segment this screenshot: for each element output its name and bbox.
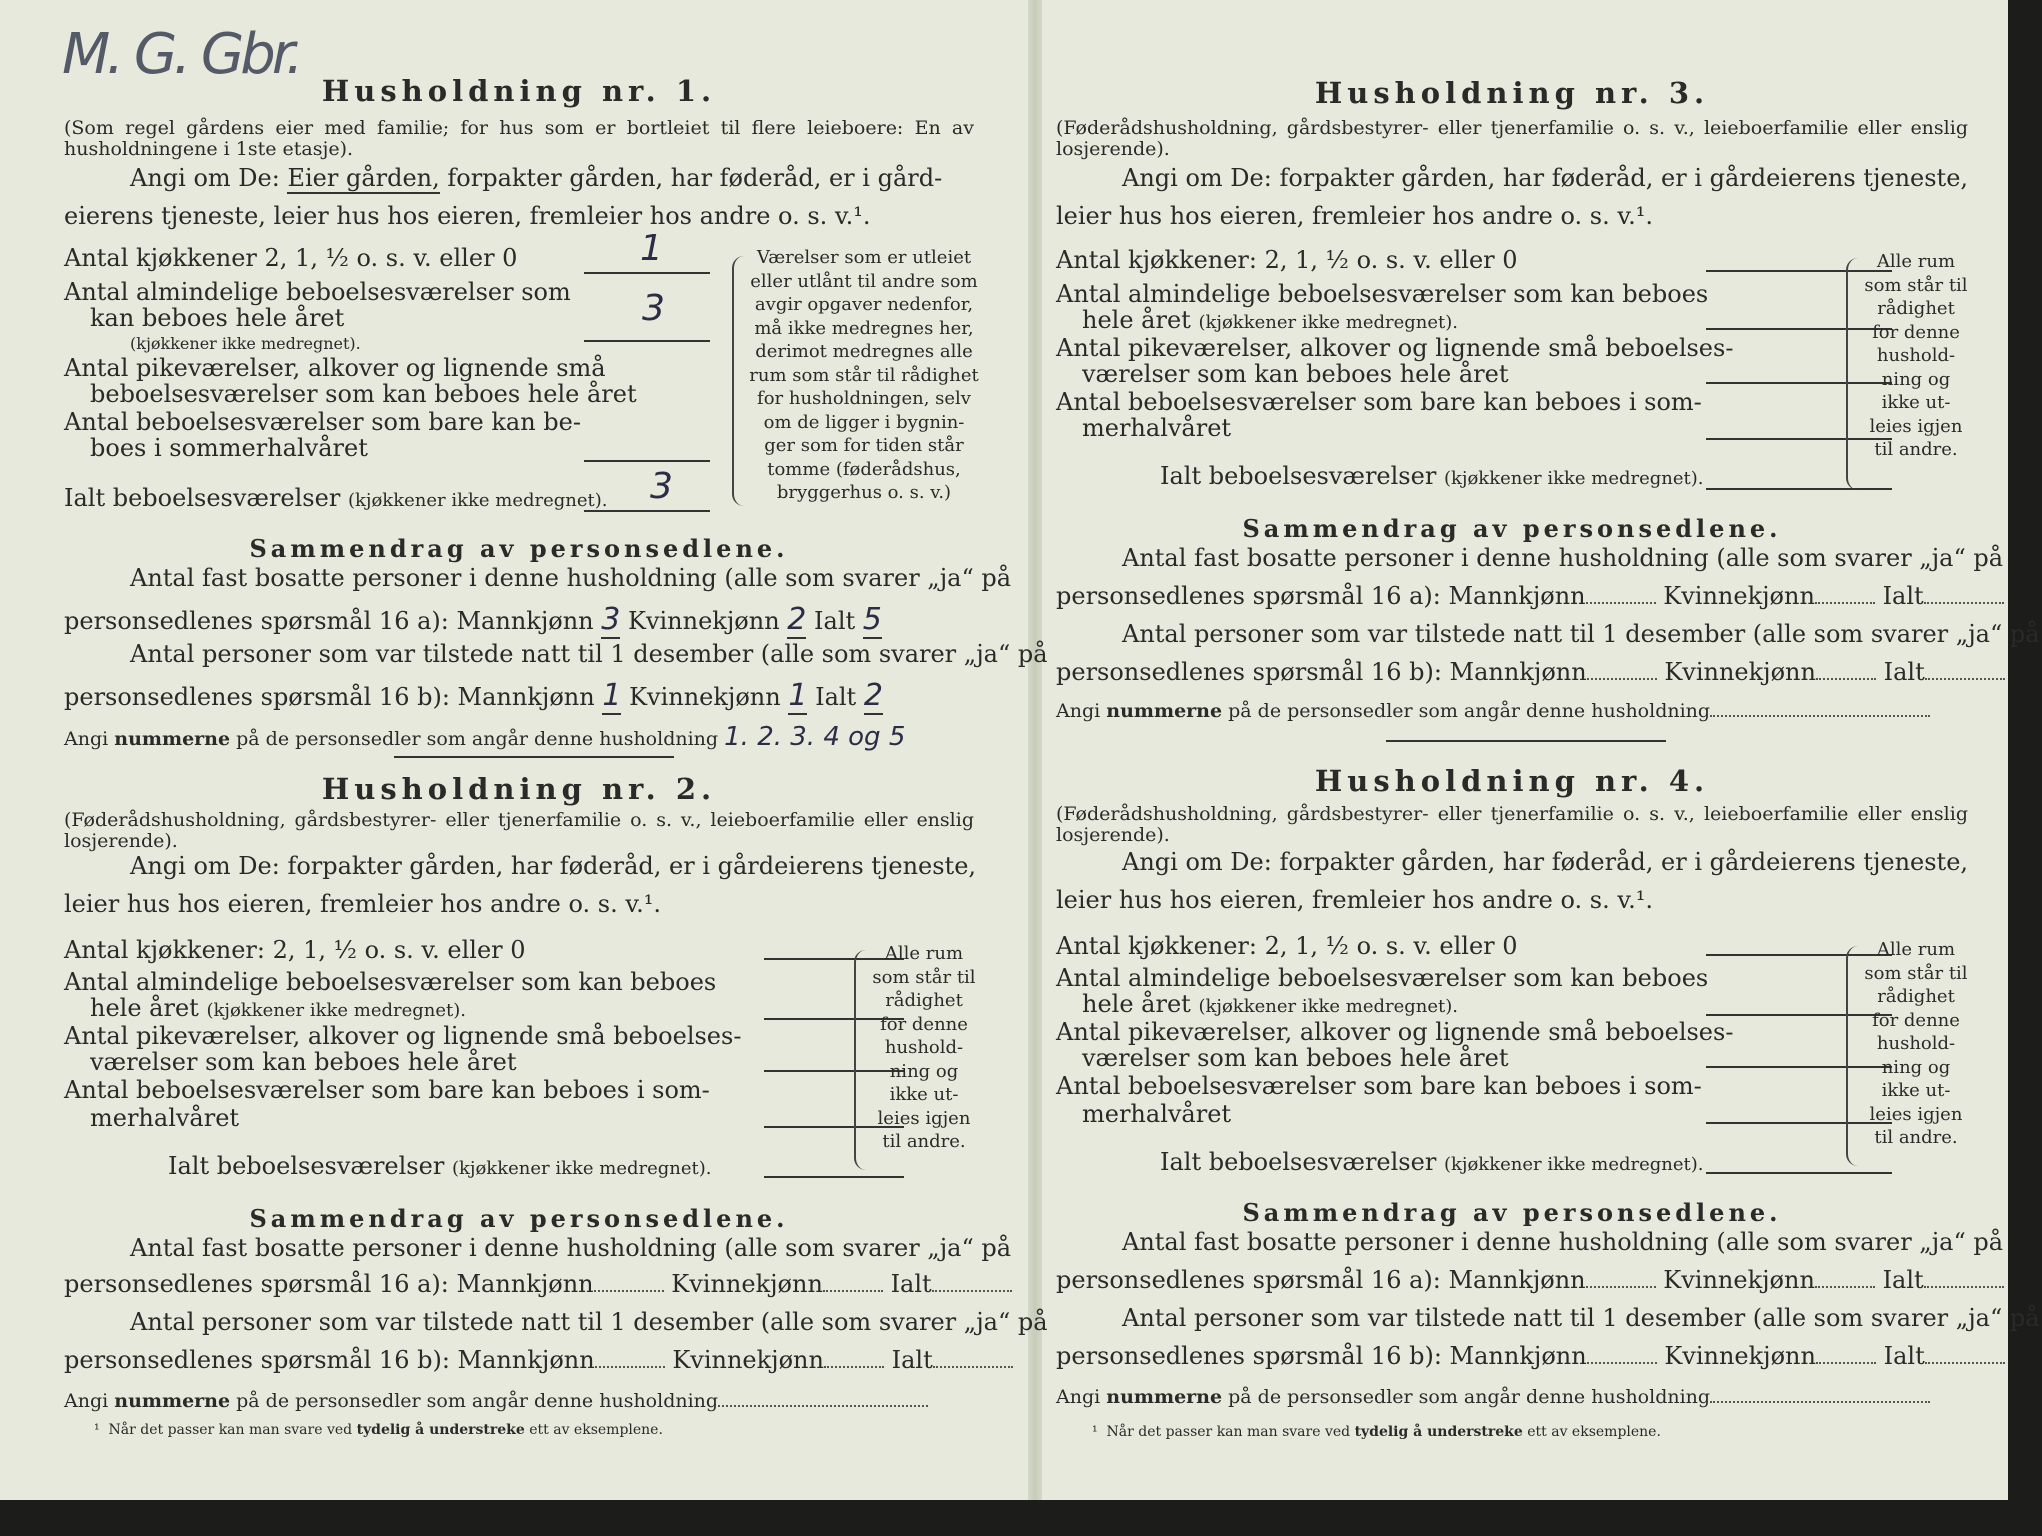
h4-pike-2: værelser som kan beboes hele året xyxy=(1082,1044,1509,1072)
h1-pike-1: Antal pikeværelser, alkover og lignende små xyxy=(64,354,606,382)
h1-mann-16b: 1 xyxy=(602,678,622,713)
h1-tilstede-2: personsedlenes spørsmål 16 b): Mannkjønn 1 Kvinnekjønn 1 Ialt 2 xyxy=(64,678,883,713)
h3-alm-1: Antal almindelige beboelsesværelser som kan beboes xyxy=(1056,280,1709,308)
h1-ialt-answer: 3 xyxy=(650,466,673,507)
h1-ialt-label: Ialt beboelsesværelser xyxy=(64,484,341,512)
h4-angi-2: leier hus hos eieren, fremleier hos andre o. s. v.¹. xyxy=(1056,886,1653,914)
h2-tilstede-1: Antal personer som var tilstede natt til 1 desember (alle som svarer „ja“ på xyxy=(130,1308,1048,1336)
h1-fast-2: personsedlenes spørsmål 16 a): Mannkjønn 3 Kvinnekjønn 2 Ialt 5 xyxy=(64,602,882,637)
left-column xyxy=(64,0,1048,1490)
h4-ialt: Ialt beboelsesværelser (kjøkkener ikke medregnet). xyxy=(1160,1148,1704,1176)
h4-tilstede-2: personsedlenes spørsmål 16 b): Mannkjønn Kvinnekjønn Ialt xyxy=(1056,1342,2005,1370)
h1-angi-line2: eierens tjeneste, leier hus hos eieren, fremleier hos andre o. s. v.¹. xyxy=(64,202,871,230)
h3-pike-1: Antal pikeværelser, alkover og lignende små beboelses- xyxy=(1056,334,1734,362)
h2-pike-2: værelser som kan beboes hele året xyxy=(90,1048,517,1076)
h1-title: Husholdning nr. 1. xyxy=(321,74,717,108)
h1-angi-underlined: Eier gården, xyxy=(287,164,440,192)
h4-kjokkener: Antal kjøkkener: 2, 1, ½ o. s. v. eller 0 xyxy=(1056,932,1518,960)
h2-alm-1: Antal almindelige beboelsesværelser som kan beboes xyxy=(64,968,717,996)
h1-sommer-1: Antal beboelsesværelser som bare kan be- xyxy=(64,408,581,436)
h3-angi-2: leier hus hos eieren, fremleier hos andre o. s. v.¹. xyxy=(1056,202,1653,230)
h4-alm-2: hele året (kjøkkener ikke medregnet). xyxy=(1082,990,1459,1018)
h4-som-2: merhalvåret xyxy=(1082,1100,1232,1128)
h3-alm-2: hele året (kjøkkener ikke medregnet). xyxy=(1082,306,1459,334)
h2-nummerne: Angi nummerne på de personsedler som angår denne husholdning xyxy=(64,1390,928,1412)
h2-summary-title: Sammendrag av personsedlene. xyxy=(249,1204,789,1233)
h1-brace xyxy=(732,256,744,506)
h2-som-2: merhalvåret xyxy=(90,1104,240,1132)
h1-pike-2: beboelsesværelser som kan beboes hele året xyxy=(90,380,637,408)
h2-title: Husholdning nr. 2. xyxy=(321,772,717,806)
h2-note: (Føderådshusholdning, gårdsbestyrer- eller tjenerfamilie o. s. v., leieboerfamilie eller enslig losjerende). xyxy=(64,809,974,852)
h2-som-1: Antal beboelsesværelser som bare kan beboes i som- xyxy=(64,1076,710,1104)
h4-nummerne: Angi nummerne på de personsedler som angår denne husholdning xyxy=(1056,1386,1930,1408)
h4-angi-1: Angi om De: forpakter gården, har føderåd, er i gårdeierens tjeneste, xyxy=(1122,848,1969,876)
h3-fast-1: Antal fast bosatte personer i denne husholdning (alle som svarer „ja“ på xyxy=(1122,544,2004,572)
h3-tilstede-1: Antal personer som var tilstede natt til 1 desember (alle som svarer „ja“ på xyxy=(1122,620,2040,648)
h3-note: (Føderådshusholdning, gårdsbestyrer- eller tjenerfamilie o. s. v., leieboerfamilie eller enslig losjerende). xyxy=(1056,117,1968,160)
h3-nummerne: Angi nummerne på de personsedler som angår denne husholdning xyxy=(1056,700,1930,722)
h3-ialt: Ialt beboelsesværelser (kjøkkener ikke medregnet). xyxy=(1160,462,1704,490)
h2-fast-1: Antal fast bosatte personer i denne husholdning (alle som svarer „ja“ på xyxy=(130,1234,1012,1262)
h1-kjokkener-label: Antal kjøkkener 2, 1, ½ o. s. v. eller 0 xyxy=(64,244,518,272)
h4-fast-2: personsedlenes spørsmål 16 a): Mannkjønn Kvinnekjønn Ialt xyxy=(1056,1266,2004,1294)
h4-fast-1: Antal fast bosatte personer i denne husholdning (alle som svarer „ja“ på xyxy=(1122,1228,2004,1256)
h1-ialt xyxy=(64,484,608,512)
h1-summary-title: Sammendrag av personsedlene. xyxy=(249,534,789,563)
h1-nummerne: Angi nummerne på de personsedler som angår denne husholdning 1. 2. 3. 4 og 5 xyxy=(64,722,906,752)
h2-fast-2: personsedlenes spørsmål 16 a): Mannkjønn Kvinnekjønn Ialt xyxy=(64,1270,1012,1298)
h3-fast-2: personsedlenes spørsmål 16 a): Mannkjønn Kvinnekjønn Ialt xyxy=(1056,582,2004,610)
h3-tilstede-2: personsedlenes spørsmål 16 b): Mannkjønn Kvinnekjønn Ialt xyxy=(1056,658,2005,686)
h3-title: Husholdning nr. 3. xyxy=(1314,76,1710,110)
h1-almindelige-1: Antal almindelige beboelsesværelser som xyxy=(64,278,571,306)
h1-almindelige-2: kan beboes hele året xyxy=(90,304,345,332)
right-footnote: ¹ Når det passer kan man svare ved tydelig å understreke ett av eksemplene. xyxy=(1092,1424,1661,1440)
h4-side-note: Alle rum som står til rådighet for denne hushold- ning og ikke ut- leies igjen til andre. xyxy=(1864,939,1968,1148)
h4-note: (Føderådshusholdning, gårdsbestyrer- eller tjenerfamilie o. s. v., leieboerfamilie eller enslig losjerende). xyxy=(1056,803,1968,846)
h1-angi-rest: forpakter gården, har føderåd, er i gård- xyxy=(447,164,943,192)
h2-pike-1: Antal pikeværelser, alkover og lignende små beboelses- xyxy=(64,1022,742,1050)
h1-nummerne-answer: 1. 2. 3. 4 og 5 xyxy=(724,722,906,752)
h3-som-1: Antal beboelsesværelser som bare kan beboes i som- xyxy=(1056,388,1702,416)
h1-tilstede-1: Antal personer som var tilstede natt til 1 desember (alle som svarer „ja“ på xyxy=(130,640,1048,668)
right-column xyxy=(1056,0,2040,1490)
h2-side-note: Alle rum som står til rådighet for denne hushold- ning og ikke ut- leies igjen til andre. xyxy=(872,943,976,1152)
left-footnote: ¹ Når det passer kan man svare ved tydelig å understreke ett av eksemplene. xyxy=(94,1422,663,1438)
h4-title: Husholdning nr. 4. xyxy=(1314,764,1710,798)
h3-angi-1: Angi om De: forpakter gården, har føderåd, er i gårdeierens tjeneste, xyxy=(1122,164,1969,192)
h2-tilstede-2: personsedlenes spørsmål 16 b): Mannkjønn Kvinnekjønn Ialt xyxy=(64,1346,1013,1374)
h1-almindelige-sub: (kjøkkener ikke medregnet). xyxy=(130,334,361,353)
h2-angi-1: Angi om De: forpakter gården, har føderåd, er i gårdeierens tjeneste, xyxy=(130,852,977,880)
h4-alm-1: Antal almindelige beboelsesværelser som kan beboes xyxy=(1056,964,1709,992)
h1-kvinne-16b: 1 xyxy=(788,678,808,713)
h2-alm-2: hele året (kjøkkener ikke medregnet). xyxy=(90,994,467,1022)
h3-side-note: Alle rum som står til rådighet for denne hushold- ning og ikke ut- leies igjen til andre. xyxy=(1864,251,1968,460)
h3-summary-title: Sammendrag av personsedlene. xyxy=(1242,514,1782,543)
h2-ialt: Ialt beboelsesværelser (kjøkkener ikke medregnet). xyxy=(168,1152,712,1180)
scan-edge-bottom xyxy=(0,1500,2042,1536)
h4-som-1: Antal beboelsesværelser som bare kan beboes i som- xyxy=(1056,1072,1702,1100)
h1-angi-prefix: Angi om De: xyxy=(130,164,280,192)
h1-ialt-16a: 5 xyxy=(862,602,882,637)
h2-kjokkener: Antal kjøkkener: 2, 1, ½ o. s. v. eller 0 xyxy=(64,936,526,964)
h4-tilstede-1: Antal personer som var tilstede natt til 1 desember (alle som svarer „ja“ på xyxy=(1122,1304,2040,1332)
h3-kjokkener: Antal kjøkkener: 2, 1, ½ o. s. v. eller 0 xyxy=(1056,246,1518,274)
h1-sommer-2: boes i sommerhalvåret xyxy=(90,434,368,462)
h2-angi-2: leier hus hos eieren, fremleier hos andre o. s. v.¹. xyxy=(64,890,661,918)
h1-note: (Som regel gårdens eier med familie; for hus som er bortleiet til flere leieboere: En av husholdningene i 1ste etasje). xyxy=(64,117,974,160)
h1-ialt-16b: 2 xyxy=(863,678,883,713)
corner-handwriting: M. G. Gbr. xyxy=(62,22,300,87)
h1-side-note: Værelser som er utleiet eller utlånt til andre som avgir opgaver nedenfor, må ikke medregnes her, derimot medregnes alle rum som står til rådighet for husholdningen, selv om de ligger i bygnin- ger som for tiden står tomme (føderådshus, bryggerhus o. s. v.) xyxy=(749,247,979,503)
center-fold xyxy=(1028,0,1042,1536)
h1-kjokkener-answer: 1 xyxy=(640,228,663,269)
h1-kvinne-16a: 2 xyxy=(787,602,807,637)
h4-pike-1: Antal pikeværelser, alkover og lignende små beboelses- xyxy=(1056,1018,1734,1046)
h1-fast-1: Antal fast bosatte personer i denne husholdning (alle som svarer „ja“ på xyxy=(130,564,1012,592)
h4-summary-title: Sammendrag av personsedlene. xyxy=(1242,1198,1782,1227)
h3-pike-2: værelser som kan beboes hele året xyxy=(1082,360,1509,388)
h1-mann-16a: 3 xyxy=(601,602,621,637)
h1-angi xyxy=(130,164,942,192)
h1-almindelige-answer: 3 xyxy=(642,288,665,329)
h3-som-2: merhalvåret xyxy=(1082,414,1232,442)
h1-ialt-sub: (kjøkkener ikke medregnet). xyxy=(347,490,608,511)
